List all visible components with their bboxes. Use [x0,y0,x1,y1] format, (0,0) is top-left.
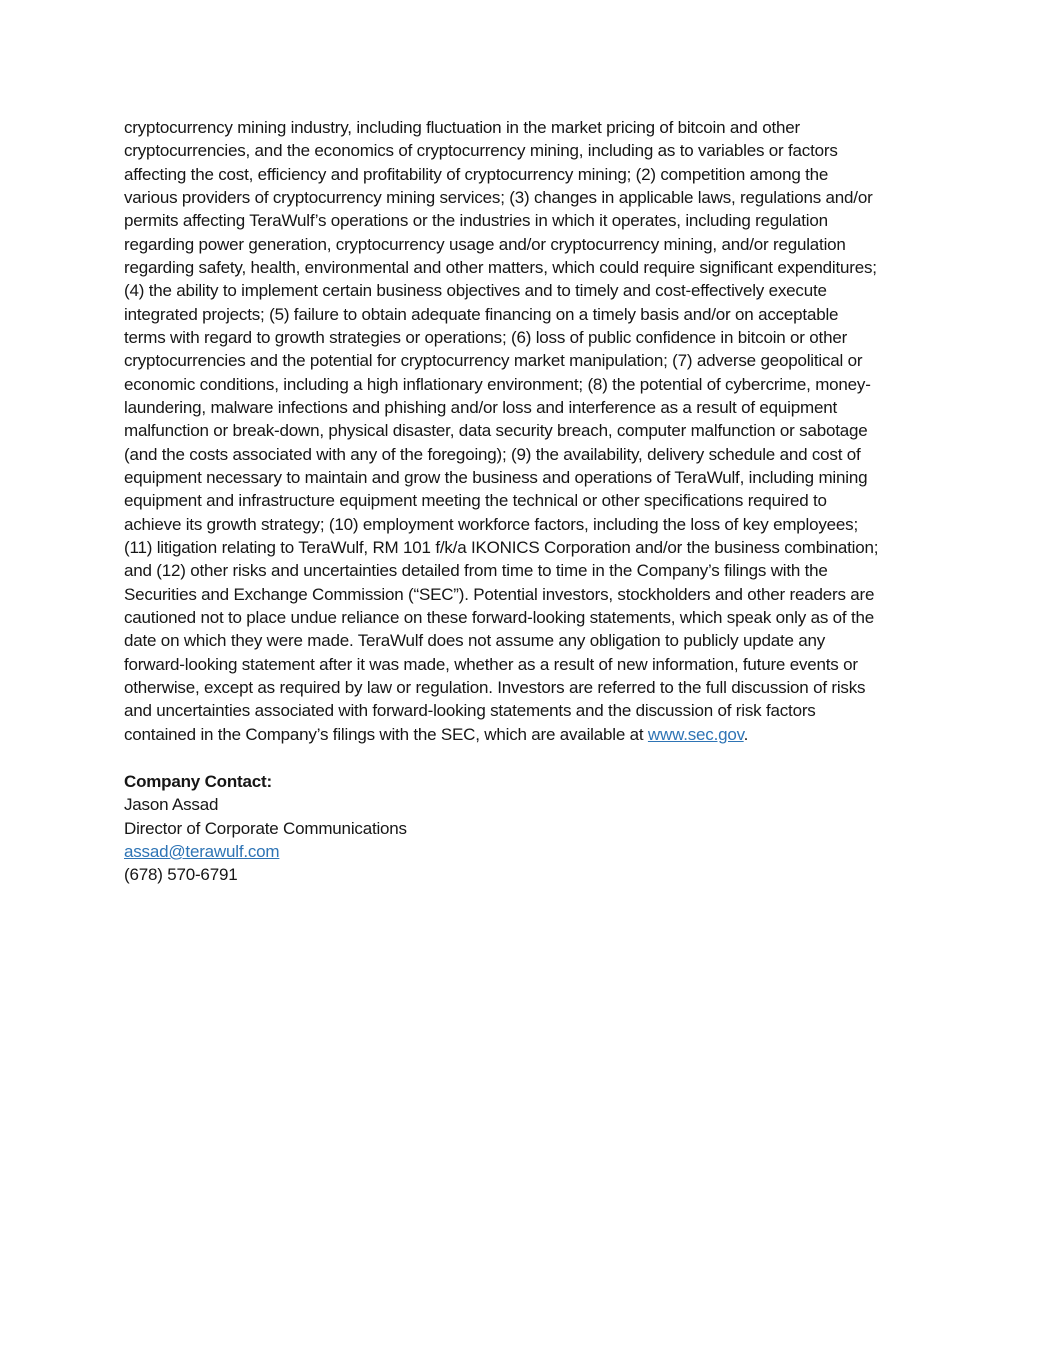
paragraph-line: affecting the cost, efficiency and profitability of cryptocurrency mining; (2) competition among the [124,164,829,184]
paragraph-line: regarding power generation, cryptocurrency usage and/or cryptocurrency mining, and/or regulation [124,234,846,254]
paragraph-line: and uncertainties associated with forward-looking statements and the discussion of risk factors [124,701,816,721]
paragraph-line: malfunction or break-down, physical disaster, data security breach, computer malfunction or sabotage [124,421,868,441]
paragraph-line: terms with regard to growth strategies or operations; (6) loss of public confidence in bitcoin or other [124,327,848,347]
paragraph-line: permits affecting TeraWulf’s operations or the industries in which it operates, including regulation [124,211,828,231]
paragraph-line: cryptocurrency mining industry, including fluctuation in the market pricing of bitcoin and other [124,118,800,137]
paragraph-line: economic conditions, including a high inflationary environment; (8) the potential of cybercrime, money- [124,374,871,394]
paragraph-line: achieve its growth strategy; (10) employment workforce factors, including the loss of key employees; [124,514,859,534]
paragraph-line: regarding safety, health, environmental and other matters, which could require significant expenditures; [124,257,877,277]
paragraph-line: cryptocurrencies and the potential for cryptocurrency market manipulation; (7) adverse geopolitical or [124,351,863,371]
contact-title: Director of Corporate Communications [124,818,407,838]
paragraph-line: (11) litigation relating to TeraWulf, RM 101 f/k/a IKONICS Corporation and/or the business combination; [124,537,879,557]
paragraph-text-segment: contained in the Company’s filings with the SEC, which are available at [124,724,648,744]
contact-email-link[interactable]: assad@terawulf.com [124,841,280,861]
paragraph-line: equipment necessary to maintain and grow the business and operations of TeraWulf, including mining [124,467,868,487]
paragraph-line: Securities and Exchange Commission (“SEC”). Potential investors, stockholders and other readers are [124,584,875,604]
paragraph-line: cautioned not to place undue reliance on these forward-looking statements, which speak only as of the [124,607,874,627]
contact-name: Jason Assad [124,795,219,815]
paragraph-line: otherwise, except as required by law or regulation. Investors are referred to the full discussion of risks [124,677,866,697]
contact-heading: Company Contact: [124,771,272,791]
paragraph-line: date on which they were made. TeraWulf does not assume any obligation to publicly update any [124,631,826,651]
company-contact-block [124,770,959,887]
contact-phone: (678) 570-6791 [124,865,238,885]
paragraph-line: laundering, malware infections and phishing and/or loss and interference as a result of equipment [124,397,837,417]
paragraph-line: various providers of cryptocurrency mining services; (3) changes in applicable laws, regulations and/or [124,187,873,207]
paragraph-line: (and the costs associated with any of the foregoing); (9) the availability, delivery schedule and cost of [124,444,861,464]
document-content [124,116,959,887]
paragraph-line: equipment and infrastructure equipment meeting the technical or other specifications required to [124,491,827,511]
paragraph-line: and (12) other risks and uncertainties detailed from time to time in the Company’s filings with the [124,561,828,581]
sec-gov-link[interactable]: www.sec.gov [647,724,744,744]
paragraph-line: cryptocurrencies, and the economics of cryptocurrency mining, including as to variables or factors [124,141,838,161]
paragraph-line: (4) the ability to implement certain business objectives and to timely and cost-effectively execute [124,281,827,301]
paragraph-text-segment: . [743,724,749,744]
paragraph-line [124,723,959,746]
paragraph-line: integrated projects; (5) failure to obtain adequate financing on a timely basis and/or on acceptable [124,304,839,324]
paragraph-line: forward-looking statement after it was made, whether as a result of new information, future events or [124,654,858,674]
forward-looking-paragraph [124,116,959,746]
